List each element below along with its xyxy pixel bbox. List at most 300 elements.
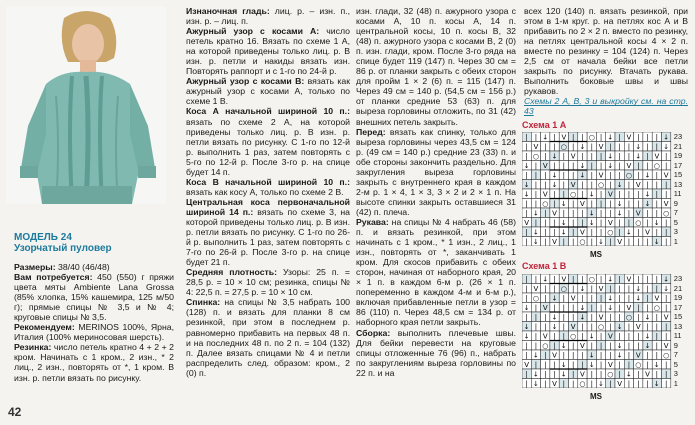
chart-symbol: V [570, 323, 576, 331]
chart-symbol: | [646, 361, 649, 369]
chart-symbol: V [607, 361, 613, 369]
chart-symbol: | [590, 238, 593, 246]
chart-symbol: | [637, 275, 640, 284]
chart-symbol: V [552, 351, 557, 360]
chart-symbol: ○ [653, 304, 660, 312]
chart-symbol: | [646, 143, 649, 151]
chart-symbol: ↓ [616, 351, 623, 360]
chart-symbol: | [571, 304, 575, 312]
chart-symbol: ↓ [560, 342, 567, 350]
chart-symbol: ↓ [551, 152, 558, 161]
chart-symbol: | [553, 342, 556, 350]
scheme-1b-chart [522, 274, 672, 388]
chart-symbol: | [534, 275, 538, 284]
chart-symbol: V [524, 361, 530, 369]
chart-symbol: | [627, 323, 631, 331]
chart-symbol: | [553, 304, 556, 312]
text: Узоры: 25 п. = 28,5 р. = 10 × 10 см; резинка, спицы № 4: 22,5 п. = 27,5 р. = 10 × 10 см. [186, 267, 351, 298]
text: число петель кратно 16. Вязать по схеме 1 А, на которой приведены только лиц. р. В изн. р. петли и накиды вязать изн. Повторять раппорт и с 1-го по 24-й р. [186, 26, 350, 77]
chart-symbol: | [571, 143, 575, 151]
scheme-1b-grid [522, 274, 672, 388]
text: на спицы № 3,5 набрать 100 (128) п. и вязать для планки 8 см резинкой, при этом в последнем р. равномерно прибавить на первых 48 п. и на последних 48 п. по 2 п. = 104 (132) п. Далее вязать спицами № 4 и петли распределить след. образом: кром., 2 (0) п. [186, 297, 350, 378]
chart-symbol: | [544, 380, 547, 388]
chart-symbol: V [617, 380, 623, 388]
chart-symbol: | [627, 285, 631, 293]
chart-symbol: | [562, 313, 566, 322]
chart-symbol: ↓ [588, 351, 595, 360]
chart-symbol: | [590, 181, 593, 189]
chart-symbol: | [571, 342, 575, 350]
chart-symbol: ↓ [607, 133, 614, 142]
model-subtitle: Узорчатый пуловер [14, 243, 112, 254]
chart-symbol: | [562, 351, 566, 360]
chart-symbol: | [562, 181, 566, 189]
chart-symbol: V [645, 370, 650, 379]
chart-symbol: ↓ [616, 181, 623, 189]
row-number: 11 [673, 331, 682, 340]
chart-symbol: | [544, 228, 547, 237]
chart-symbol: | [590, 342, 593, 350]
chart-symbol: V [598, 171, 604, 180]
chart-symbol: | [655, 313, 659, 322]
chart-symbol: | [553, 219, 556, 227]
chart-symbol: | [637, 342, 640, 350]
chart-symbol: | [618, 370, 621, 379]
chart-symbol: | [609, 380, 612, 388]
chart-symbol: | [590, 200, 593, 208]
chart-symbol: | [571, 133, 575, 142]
chart-symbol: V [580, 200, 585, 208]
chart-symbol: ↓ [551, 323, 558, 331]
chart-symbol: | [655, 342, 659, 350]
chart-symbol: | [553, 143, 556, 151]
chart-symbol: | [571, 228, 575, 237]
text: выполнить плечевые швы. Для бейки перевести на круговые спицы отложенные 76 (96) п., набрать по закруглениям выреза горловины по 22 п. и на [356, 327, 516, 378]
chart-symbol: | [646, 294, 649, 303]
text: всех 120 (140) п. вязать резинкой, при этом в 1-м круг. р. на петлях кос А и В прибавить по 2 × 2 п. вместо по резинку, на петлях центральной косы 4 × 2 п. вместе по резинку = 104 (124) п. Через 2,5 см от начала бейки все петли закрыть по рисунку. Втачать рукава. Выполнить боковые швы и швы рукавов. [524, 6, 688, 97]
chart-symbol: | [553, 162, 556, 170]
chart-symbol: | [609, 181, 612, 189]
chart-symbol: ↓ [644, 190, 651, 199]
chart-symbol: | [627, 351, 631, 360]
row-number: 9 [673, 340, 678, 350]
chart-symbol: | [562, 380, 566, 388]
term: Размеры: [14, 262, 56, 272]
chart-symbol: ↓ [579, 313, 586, 322]
chart-symbol: ↓ [579, 304, 586, 312]
row-number: 21 [673, 141, 683, 151]
chart-symbol: | [618, 275, 621, 284]
chart-symbol: | [599, 342, 603, 350]
chart-symbol: | [571, 219, 575, 227]
chart-symbol: | [571, 200, 575, 208]
chart-symbol: | [637, 133, 640, 142]
row-number: 23 [673, 132, 683, 141]
chart-symbol: | [581, 190, 584, 199]
chart-symbol: | [637, 370, 640, 379]
row-number: 7 [673, 208, 678, 217]
chart-symbol: ↓ [635, 143, 642, 151]
text: 38/40 (46/48) [55, 262, 110, 272]
chart-symbol: | [627, 152, 631, 161]
chart-symbol: | [664, 162, 668, 170]
chart-symbol: | [553, 285, 556, 293]
text: лиц. р. – изн. п., изн. р. – лиц. п. [186, 6, 350, 27]
chart-symbol: | [544, 313, 547, 322]
chart-symbol: | [655, 209, 659, 218]
chart-symbol: | [525, 370, 528, 379]
chart-symbol: V [533, 285, 539, 293]
chart-symbol: | [544, 294, 547, 303]
chart-symbol: V [542, 162, 548, 170]
chart-symbol: V [635, 323, 641, 331]
chart-symbol: | [637, 162, 640, 170]
chart-symbol: V [645, 228, 650, 237]
chart-symbol: | [618, 228, 621, 237]
chart-symbol: | [599, 304, 603, 312]
term: Спинка: [186, 297, 221, 308]
scheme-1a-ms-label: MS [590, 250, 602, 259]
chart-symbol: ↓ [523, 181, 530, 189]
chart-symbol: | [609, 143, 612, 151]
chart-symbol: | [609, 238, 612, 246]
chart-symbol: | [664, 190, 668, 199]
chart-symbol: | [646, 152, 649, 161]
chart-symbol: | [627, 190, 631, 199]
paragraph [14, 272, 174, 322]
chart-symbol: V [635, 209, 641, 218]
chart-symbol: ○ [607, 228, 614, 237]
chart-symbol: | [590, 380, 593, 388]
chart-symbol: ↓ [616, 342, 623, 350]
chart-symbol: | [599, 361, 603, 369]
row-number: 5 [673, 359, 678, 369]
chart-symbol: | [562, 294, 566, 303]
paragraph [186, 267, 350, 297]
chart-symbol: ○ [635, 361, 642, 369]
chart-symbol: | [599, 162, 603, 170]
term: Ажурный узор с косами А: [186, 26, 320, 37]
chart-symbol: | [534, 313, 538, 322]
text: MERINOS 100%, Ярна, Италия (100% мериносовая шерсть). [14, 322, 174, 343]
chart-symbol: | [627, 238, 631, 246]
chart-symbol: | [664, 219, 668, 227]
chart-symbol: | [599, 190, 603, 199]
chart-symbol: | [534, 190, 538, 199]
chart-symbol: ↓ [523, 304, 530, 312]
chart-symbol: | [553, 190, 556, 199]
chart-symbol: ↓ [607, 162, 614, 170]
chart-symbol: V [626, 162, 632, 170]
chart-symbol: | [609, 200, 612, 208]
chart-symbol: | [562, 152, 566, 161]
term: Коса В начальной шириной 10 п.: [186, 176, 350, 187]
chart-symbol: | [544, 152, 547, 161]
chart-symbol: V [663, 313, 669, 322]
chart-symbol: ↓ [616, 323, 623, 331]
chart-symbol: | [646, 133, 649, 142]
row-number: 19 [673, 293, 683, 302]
chart-symbol: | [534, 304, 538, 312]
chart-symbol: | [534, 181, 538, 189]
term: Перед: [356, 126, 386, 137]
chart-symbol: | [618, 332, 621, 341]
chart-symbol: | [590, 294, 593, 303]
row-number: 13 [673, 321, 683, 331]
chart-symbol: | [571, 285, 575, 293]
chart-symbol: ○ [635, 219, 642, 227]
chart-symbol: ↓ [523, 323, 530, 331]
chart-symbol: | [627, 342, 631, 350]
chart-symbol: V [524, 219, 530, 227]
chart-symbol: | [609, 171, 612, 180]
row-number: 1 [673, 236, 678, 246]
chart-symbol: ↓ [560, 219, 567, 227]
chart-symbol: | [618, 143, 621, 151]
chart-symbol: | [590, 370, 593, 379]
chart-symbol: | [646, 275, 649, 284]
chart-symbol: ○ [625, 171, 633, 180]
paragraph [186, 177, 350, 197]
chart-symbol: ↓ [635, 285, 642, 293]
chart-symbol: V [542, 190, 548, 199]
chart-symbol: ↓ [607, 152, 614, 161]
chart-symbol: | [664, 152, 668, 161]
chart-symbol: | [581, 351, 584, 360]
chart-symbol: ↓ [542, 133, 549, 142]
chart-symbol: ↓ [560, 228, 567, 237]
chart-symbol: V [552, 209, 557, 218]
text: вязать как спинку, только для выреза горловины через 43,5 см = 124 р. (49 см = 140 р.) средние 23 (33) п. и обе стороны закончить раздельно. Для закругления выреза горловины закрыть с внутреннего края в каждом 2-м р. 1 × 4, 1 × 3, 3 × 2 и 2 × 1 п. На высоте спинки закрыть оставшиеся 31 (42) п. плеча. [356, 126, 516, 217]
chart-symbol: | [655, 332, 659, 341]
chart-symbol: | [544, 370, 547, 379]
chart-symbol: ↓ [579, 171, 586, 180]
chart-symbol: ↓ [533, 209, 539, 218]
chart-symbol: | [525, 238, 528, 246]
chart-symbol: V [663, 200, 669, 208]
chart-symbol: V [598, 313, 604, 322]
chart-symbol: | [553, 200, 556, 208]
text: на спицы № 4 набрать 46 (58) п. и вязать резинкой, при этом начинать с 1 кром., * 1 изн., 2 лиц., 1 изн., повторять от *, заканчивать 1 кром. Для скосов прибавить с обеих сторон, начиная от наборного края, 20 × 1 п. в каждом 6-м р. (26 × 1 п. попеременно в каждом 4-м и 6-м р.), включая прибавленные петли в узор = 86 (110) п. Через 48,5 см = 134 р. от наборного края петли закрыть. [356, 216, 516, 328]
paragraph [186, 76, 350, 106]
chart-symbol: ↓ [533, 228, 539, 237]
chart-symbol: | [618, 219, 621, 227]
chart-symbol: | [562, 304, 566, 312]
chart-symbol: | [618, 190, 621, 199]
chart-symbol: V [635, 351, 641, 360]
scheme-1a-chart [522, 132, 672, 246]
chart-symbol: ↓ [523, 162, 530, 170]
chart-symbol: | [544, 219, 547, 227]
term: Средняя плотность: [186, 267, 278, 278]
chart-symbol: | [525, 209, 528, 218]
chart-symbol: ↓ [533, 238, 539, 246]
chart-symbol: | [581, 323, 584, 331]
chart-symbol: ○ [570, 190, 577, 199]
chart-symbol: | [655, 200, 659, 208]
chart-symbol: | [637, 304, 640, 312]
chart-symbol: ↓ [579, 285, 586, 293]
chart-symbol: | [655, 171, 659, 180]
chart-symbol: | [609, 313, 612, 322]
chart-symbol: ↓ [551, 181, 558, 189]
chart-symbol: V [561, 275, 567, 284]
chart-symbol: V [542, 332, 548, 341]
chart-symbol: ↓ [551, 294, 558, 303]
chart-symbol: V [570, 152, 576, 161]
chart-symbol: | [618, 133, 621, 142]
chart-symbol: | [590, 143, 593, 151]
chart-symbol: ↓ [644, 332, 651, 341]
paragraph [14, 322, 174, 342]
chart-symbol: | [525, 152, 528, 161]
chart-symbol: | [646, 304, 649, 312]
scheme-reference-link[interactable]: Схемы 2 А, В, 3 и выкройку см. на стр. 43 [524, 96, 688, 117]
chart-symbol: V [607, 332, 613, 341]
term: Ажурный узор с косами В: [186, 76, 305, 87]
chart-symbol: | [655, 285, 659, 293]
chart-symbol: V [580, 370, 585, 379]
chart-symbol: | [534, 171, 538, 180]
chart-symbol: ↓ [533, 380, 539, 388]
chart-symbol: | [525, 200, 528, 208]
row-number: 17 [673, 302, 683, 312]
paragraph [186, 6, 350, 26]
chart-symbol: ↓ [663, 275, 670, 284]
chart-symbol: ↓ [644, 200, 651, 208]
row-number: 15 [673, 170, 683, 179]
chart-symbol: | [581, 219, 584, 227]
chart-symbol: | [655, 323, 659, 331]
chart-symbol: | [664, 370, 668, 379]
term: Вам потребуется: [14, 272, 93, 283]
chart-symbol: ○ [607, 370, 614, 379]
chart-symbol: ↓ [644, 342, 651, 350]
chart-symbol: | [627, 380, 631, 388]
chart-symbol: | [590, 285, 593, 293]
term: Рукава: [356, 216, 389, 227]
chart-symbol: ↓ [607, 275, 614, 284]
chart-symbol: | [581, 133, 584, 142]
chart-symbol: | [655, 133, 659, 142]
chart-symbol: ↓ [533, 351, 539, 360]
chart-symbol: | [525, 313, 528, 322]
term: Сборка: [356, 327, 391, 338]
chart-symbol: | [544, 238, 547, 246]
chart-symbol: ↓ [551, 313, 558, 322]
chart-symbol: V [570, 181, 576, 189]
chart-symbol: | [646, 219, 649, 227]
text: вязать как косу А, только по схеме 2 В. [186, 186, 344, 197]
chart-symbol: | [627, 361, 631, 369]
chart-symbol: | [571, 209, 575, 218]
chart-symbol: | [646, 238, 649, 246]
chart-symbol: V [598, 143, 604, 151]
chart-symbol: | [609, 351, 612, 360]
paragraph [186, 26, 350, 76]
chart-symbol: | [637, 200, 640, 208]
chart-symbol: ○ [588, 133, 595, 142]
row-number: 15 [673, 312, 683, 321]
chart-symbol: ↓ [579, 162, 586, 170]
paragraph [356, 217, 516, 328]
chart-symbol: ↓ [598, 380, 604, 388]
chart-symbol: ↓ [635, 294, 642, 303]
chart-symbol: | [525, 275, 528, 284]
chart-symbol: ↓ [653, 238, 660, 246]
chart-symbol: ↓ [653, 361, 660, 369]
chart-symbol: | [534, 200, 538, 208]
chart-symbol: | [599, 332, 603, 341]
chart-symbol: | [664, 304, 668, 312]
chart-symbol: | [525, 228, 528, 237]
chart-symbol: | [637, 313, 640, 322]
chart-symbol: ↓ [616, 209, 623, 218]
chart-symbol: ○ [542, 200, 549, 208]
chart-symbol: | [562, 190, 566, 199]
chart-symbol: ↓ [626, 228, 632, 237]
chart-symbol: ↓ [663, 285, 670, 293]
chart-symbol: | [599, 351, 603, 360]
chart-symbol: | [590, 228, 593, 237]
chart-symbol: V [654, 294, 660, 303]
chart-symbol: | [646, 209, 649, 218]
chart-symbol: | [664, 380, 668, 388]
model-photo [6, 6, 166, 204]
chart-symbol: | [646, 351, 649, 360]
chart-symbol: | [571, 370, 575, 379]
chart-symbol: V [542, 304, 548, 312]
chart-symbol: V [663, 171, 669, 180]
chart-symbol: | [525, 285, 528, 293]
chart-symbol: | [544, 171, 547, 180]
chart-symbol: | [637, 238, 640, 246]
chart-symbol: | [562, 332, 566, 341]
paragraph [524, 6, 688, 96]
chart-symbol: | [627, 219, 631, 227]
chart-symbol: | [618, 313, 621, 322]
chart-symbol: ○ [532, 152, 540, 161]
chart-symbol: | [590, 323, 593, 331]
chart-symbol: ○ [597, 181, 605, 189]
paragraph [356, 328, 516, 378]
chart-symbol: | [553, 275, 556, 284]
chart-symbol: | [562, 162, 566, 170]
chart-symbol: | [655, 190, 659, 199]
chart-symbol: V [580, 228, 585, 237]
row-number: 21 [673, 283, 683, 293]
chart-symbol: | [609, 342, 612, 350]
chart-symbol: | [534, 361, 538, 369]
term: Резинка: [14, 342, 52, 353]
text: вязать по схеме 2 А, на которой приведены только лиц. р. В изн. р. петли вязать по рисунку. С 1-го по 12-й р. выполнить 1 раз, затем повторять с 5-го по 12-й р. После 3-го р. на спице будет 14 п. [186, 116, 350, 177]
chart-symbol: | [664, 294, 668, 303]
paragraph [186, 297, 350, 377]
chart-symbol: | [562, 323, 566, 331]
text: 450 (550) г пряжи цвета мяты Ambiente Lana Grossa (85% хлопка, 15% кашемира, 125 м/50 г); прямые спицы № 3,5 и № 4; круговые спицы № 3,5. [14, 272, 174, 323]
chart-symbol: ○ [663, 209, 670, 218]
chart-symbol: ↓ [653, 219, 660, 227]
chart-symbol: | [655, 228, 659, 237]
chart-symbol: | [590, 171, 593, 180]
chart-symbol: | [664, 323, 668, 331]
chart-symbol: | [664, 238, 668, 246]
term: Коса А начальной шириной 10 п.: [186, 106, 350, 117]
chart-symbol: ↓ [523, 332, 530, 341]
chart-symbol: ○ [653, 162, 660, 170]
chart-symbol: | [571, 162, 575, 170]
chart-symbol: ↓ [663, 143, 670, 151]
